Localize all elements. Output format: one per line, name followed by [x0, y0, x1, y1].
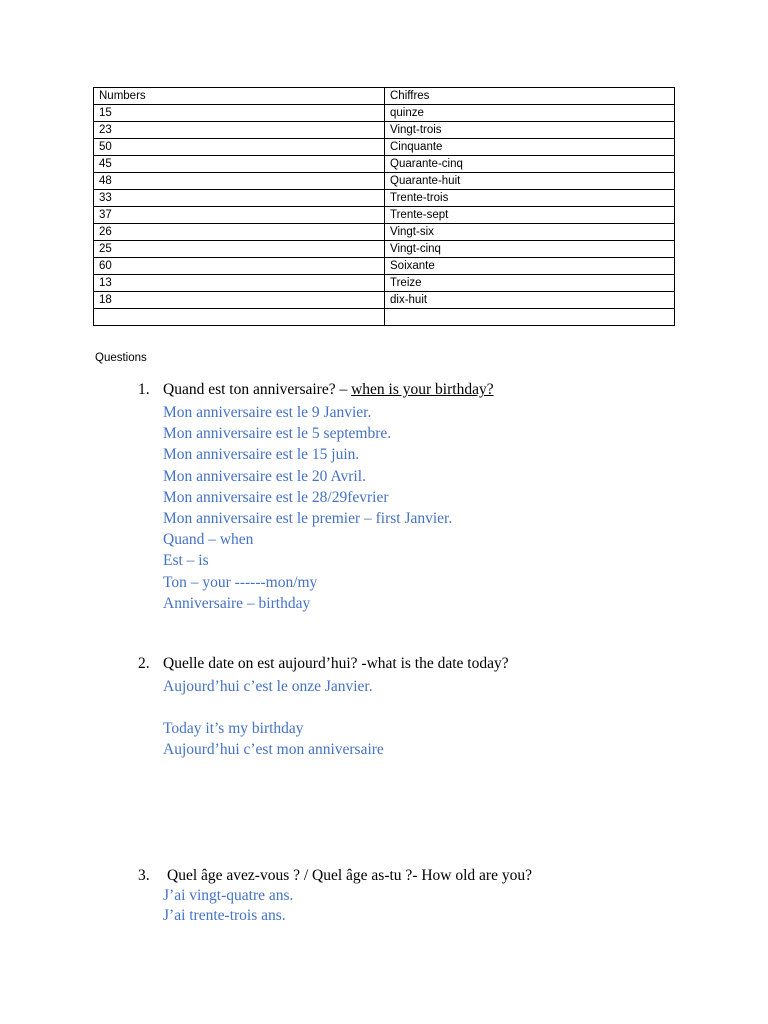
header-numbers: Numbers — [94, 88, 385, 105]
question-1-english: when is your birthday? — [351, 381, 494, 398]
cell-chiffre: Vingt-six — [385, 224, 675, 241]
question-1-answers — [163, 402, 452, 614]
cell-chiffre: Vingt-cinq — [385, 241, 675, 258]
answer-line — [163, 697, 384, 718]
cell-chiffre: Trente-sept — [385, 207, 675, 224]
question-1 — [138, 381, 698, 401]
cell-number: 33 — [94, 190, 385, 207]
table-row — [94, 139, 675, 156]
questions-heading: Questions — [95, 352, 147, 364]
table-row — [94, 224, 675, 241]
answer-line: Mon anniversaire est le 9 Janvier. — [163, 404, 372, 421]
question-2-text: Quelle date on est aujourd’hui? -what is the date today? — [163, 655, 509, 672]
cell-chiffre: Quarante-huit — [385, 173, 675, 190]
answer-line: J’ai vingt-quatre ans. — [163, 887, 294, 904]
cell-chiffre: Cinquante — [385, 139, 675, 156]
cell-number: 18 — [94, 292, 385, 309]
answer-line: Anniversaire – birthday — [163, 594, 311, 612]
answer-line: Ton – your ------mon/my — [163, 573, 318, 591]
numbers-table — [93, 87, 675, 326]
question-3-text: Quel âge avez-vous ? / Quel âge as-tu ?- How old are you? — [167, 867, 532, 884]
cell-number: 23 — [94, 122, 385, 139]
cell-chiffre — [385, 309, 675, 326]
question-3 — [138, 867, 698, 887]
answer-line: Mon anniversaire est le 5 septembre. — [163, 425, 392, 443]
answer-line: Mon anniversaire est le 20 Avril. — [163, 467, 366, 485]
cell-number: 45 — [94, 156, 385, 173]
answer-line: Mon anniversaire est le 28/29fevrier — [163, 488, 389, 506]
table-row — [94, 122, 675, 139]
cell-chiffre: Quarante-cinq — [385, 156, 675, 173]
answer-line: Mon anniversaire est le 15 juin. — [163, 446, 360, 464]
table-row — [94, 241, 675, 258]
answer-line: Mon anniversaire est le premier – first Janvier. — [163, 510, 453, 528]
question-1-french: Quand est ton anniversaire? – — [163, 381, 352, 398]
cell-number: 50 — [94, 139, 385, 156]
table-row — [94, 156, 675, 173]
cell-chiffre: Trente-trois — [385, 190, 675, 207]
cell-chiffre: quinze — [385, 105, 675, 122]
cell-chiffre: Soixante — [385, 258, 675, 275]
cell-number: 60 — [94, 258, 385, 275]
cell-number: 26 — [94, 224, 385, 241]
cell-chiffre: dix-huit — [385, 292, 675, 309]
table-row — [94, 258, 675, 275]
table-row — [94, 292, 675, 309]
numbers-table-body — [94, 88, 675, 326]
cell-number: 37 — [94, 207, 385, 224]
cell-number: 15 — [94, 105, 385, 122]
table-row — [94, 173, 675, 190]
table-row — [94, 105, 675, 122]
answer-line: Aujourd’hui c’est le onze Janvier. — [163, 678, 373, 695]
cell-number — [94, 309, 385, 326]
header-chiffres: Chiffres — [385, 88, 675, 105]
question-2-answers — [163, 676, 384, 760]
answer-line: Quand – when — [163, 531, 254, 549]
cell-chiffre: Vingt-trois — [385, 122, 675, 139]
answer-line: Aujourd’hui c’est mon anniversaire — [163, 741, 384, 758]
cell-number: 25 — [94, 241, 385, 258]
cell-number: 48 — [94, 173, 385, 190]
question-2 — [138, 655, 698, 675]
cell-number: 13 — [94, 275, 385, 292]
cell-chiffre: Treize — [385, 275, 675, 292]
answer-line: Today it’s my birthday — [163, 720, 304, 737]
question-1-text — [163, 381, 494, 399]
question-3-number: 3. — [138, 867, 150, 884]
question-3-answers — [163, 886, 293, 926]
answer-line: J’ai trente-trois ans. — [163, 907, 286, 924]
table-row — [94, 207, 675, 224]
table-row — [94, 309, 675, 326]
answer-line: Est – is — [163, 552, 209, 570]
question-2-number: 2. — [138, 655, 150, 672]
table-row — [94, 190, 675, 207]
table-row — [94, 275, 675, 292]
table-header-row — [94, 88, 675, 105]
question-1-number: 1. — [138, 381, 150, 398]
